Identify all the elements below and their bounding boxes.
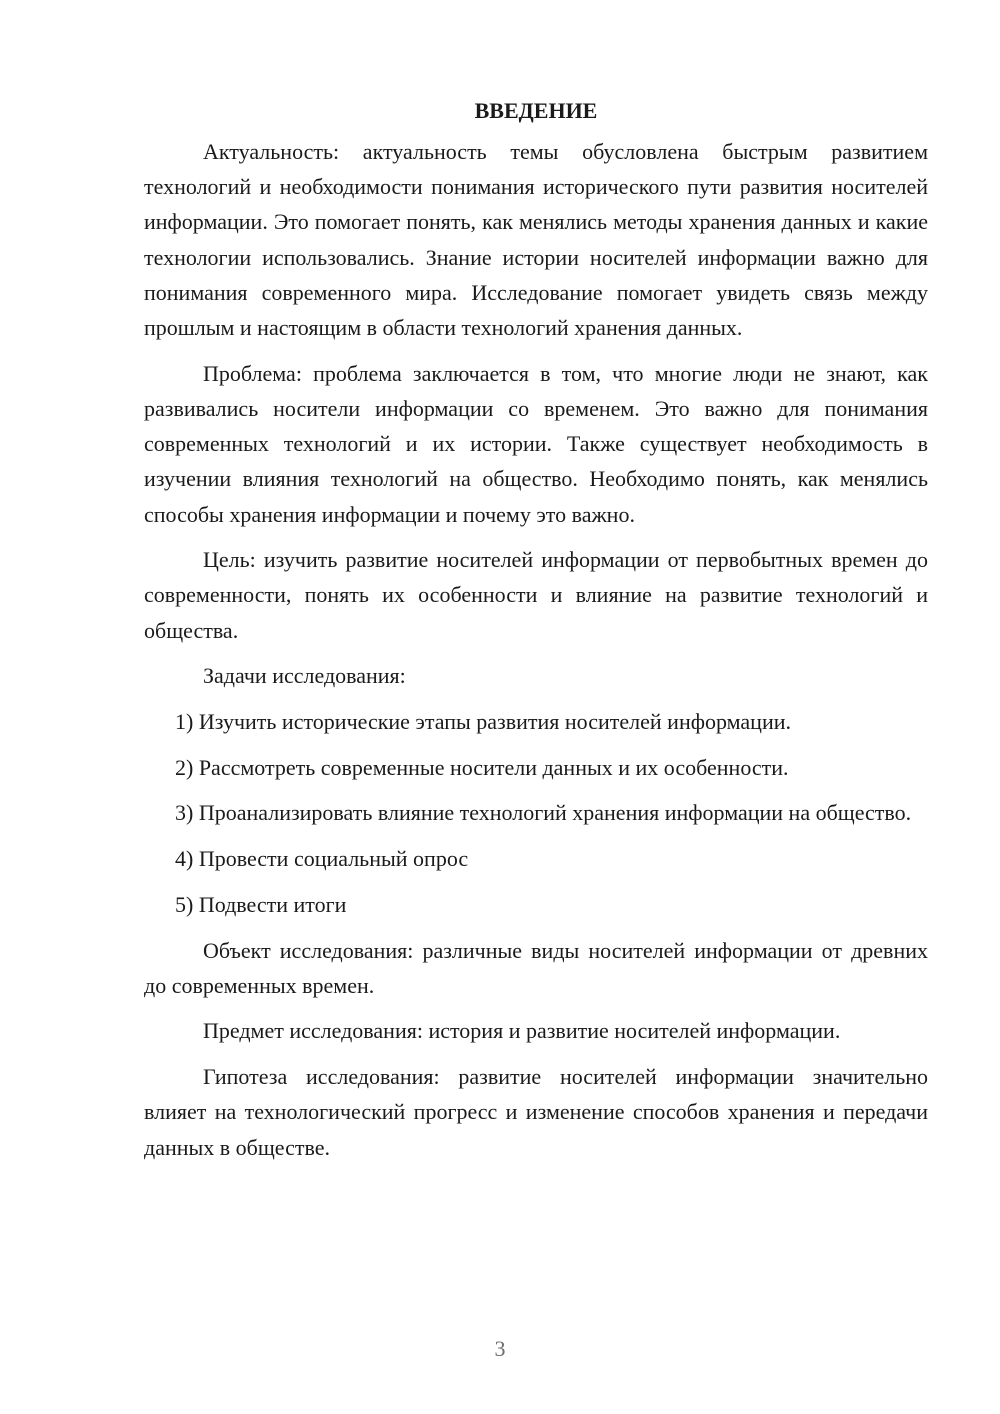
page-number: 3 bbox=[494, 1336, 506, 1361]
task-item-5: 5) Подвести итоги bbox=[175, 891, 347, 917]
tasks-title: Задачи исследования: bbox=[203, 663, 406, 689]
hypothesis-paragraph: Гипотеза исследования: развитие носителей информации значительно влияет на технологический прогресс и изменение способов хранения и передачи данных в обществе. bbox=[144, 1064, 928, 1160]
task-item-2: 2) Рассмотреть современные носители данных и их особенности. bbox=[175, 754, 789, 780]
subject-paragraph: Предмет исследования: история и развитие носителей информации. bbox=[203, 1018, 841, 1044]
goal-paragraph: Цель: изучить развитие носителей информации от первобытных времен до современности, понять их особенности и влияние на развитие технологий и общества. bbox=[144, 547, 928, 643]
problem-paragraph: Проблема: проблема заключается в том, что многие люди не знают, как развивались носители информации со временем. Это важно для понимания современных технологий и их истории. Также существует необходимость в изучении влияния технологий на общество. Необходимо понять, как менялись способы хранения информации и почему это важно. bbox=[144, 360, 928, 527]
relevance-paragraph: Актуальность: актуальность темы обусловлена быстрым развитием технологий и необходимости понимания исторического пути развития носителей информации. Это помогает понять, как менялись методы хранения данных и какие технологии использовались. Знание истории носителей информации важно для понимания современного мира. Исследование помогает увидеть связь между прошлым и настоящим в области технологий хранения данных. bbox=[144, 139, 928, 341]
document-page bbox=[144, 93, 928, 1175]
object-paragraph: Объект исследования: различные виды носителей информации от древних до современных времен. bbox=[144, 937, 928, 998]
task-item-4: 4) Провести социальный опрос bbox=[175, 846, 469, 872]
page-title: ВВЕДЕНИЕ bbox=[474, 98, 598, 123]
task-item-3: 3) Проанализировать влияние технологий хранения информации на общество. bbox=[175, 800, 912, 826]
task-item-1: 1) Изучить исторические этапы развития носителей информации. bbox=[175, 709, 791, 735]
